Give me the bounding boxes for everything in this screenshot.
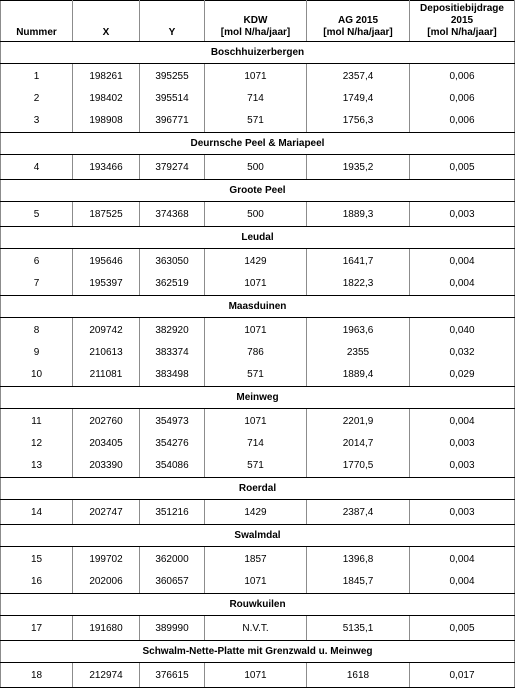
cell-kdw: 1071	[205, 318, 307, 343]
cell-y: 354276	[140, 433, 205, 455]
cell-depositiebijdrage: 0,003	[410, 455, 515, 478]
group-header-row	[1, 180, 515, 202]
cell-kdw: 1429	[205, 249, 307, 274]
cell-depositiebijdrage: 0,004	[410, 273, 515, 296]
column-header-title: AG 2015	[337, 15, 379, 26]
group-header-row	[1, 387, 515, 409]
column-header-title: KDW	[243, 15, 268, 26]
group-header-row	[1, 133, 515, 155]
cell-x: 198402	[73, 88, 140, 110]
cell-kdw: 1071	[205, 273, 307, 296]
cell-y: 395255	[140, 64, 205, 89]
cell-kdw: 786	[205, 342, 307, 364]
group-name: Swalmdal	[1, 525, 515, 547]
cell-ag-2015: 1935,2	[307, 155, 410, 180]
group-header-row	[1, 641, 515, 663]
cell-depositiebijdrage: 0,003	[410, 433, 515, 455]
cell-depositiebijdrage: 0,029	[410, 364, 515, 387]
cell-x: 191680	[73, 616, 140, 641]
cell-y: 395514	[140, 88, 205, 110]
cell-kdw: 714	[205, 433, 307, 455]
group-header-row	[1, 42, 515, 64]
cell-nummer: 2	[1, 88, 73, 110]
cell-y: 362000	[140, 547, 205, 572]
cell-kdw: 571	[205, 110, 307, 133]
cell-ag-2015: 1756,3	[307, 110, 410, 133]
table-row	[1, 409, 515, 434]
column-header-unit: [mol N/ha/jaar]	[427, 27, 497, 38]
column-header-ag-2015	[307, 1, 410, 42]
cell-x: 187525	[73, 202, 140, 227]
group-name: Leudal	[1, 227, 515, 249]
cell-depositiebijdrage: 0,032	[410, 342, 515, 364]
group-name: Boschhuizerbergen	[1, 42, 515, 64]
cell-y: 382920	[140, 318, 205, 343]
cell-depositiebijdrage: 0,017	[410, 663, 515, 688]
cell-nummer: 15	[1, 547, 73, 572]
cell-ag-2015: 1749,4	[307, 88, 410, 110]
column-header-title: Y	[168, 27, 176, 38]
cell-x: 202760	[73, 409, 140, 434]
table-row	[1, 364, 515, 387]
cell-nummer: 16	[1, 571, 73, 594]
cell-depositiebijdrage: 0,004	[410, 249, 515, 274]
table-header	[1, 1, 515, 42]
cell-x: 209742	[73, 318, 140, 343]
cell-kdw: 1071	[205, 64, 307, 89]
column-header-title: Nummer	[16, 27, 57, 38]
cell-kdw: N.V.T.	[205, 616, 307, 641]
cell-kdw: 1071	[205, 409, 307, 434]
table-row	[1, 318, 515, 343]
cell-ag-2015: 2201,9	[307, 409, 410, 434]
cell-y: 376615	[140, 663, 205, 688]
cell-depositiebijdrage: 0,003	[410, 202, 515, 227]
cell-nummer: 13	[1, 455, 73, 478]
header-row	[1, 1, 515, 42]
cell-ag-2015: 5135,1	[307, 616, 410, 641]
cell-y: 383374	[140, 342, 205, 364]
cell-ag-2015: 1822,3	[307, 273, 410, 296]
cell-nummer: 7	[1, 273, 73, 296]
cell-kdw: 571	[205, 455, 307, 478]
cell-y: 374368	[140, 202, 205, 227]
cell-depositiebijdrage: 0,005	[410, 616, 515, 641]
group-name: Meinweg	[1, 387, 515, 409]
cell-kdw: 1857	[205, 547, 307, 572]
table-row	[1, 616, 515, 641]
cell-depositiebijdrage: 0,006	[410, 110, 515, 133]
table-row	[1, 571, 515, 594]
cell-y: 379274	[140, 155, 205, 180]
cell-depositiebijdrage: 0,006	[410, 88, 515, 110]
cell-x: 203405	[73, 433, 140, 455]
table-row	[1, 663, 515, 688]
cell-ag-2015: 1963,6	[307, 318, 410, 343]
cell-ag-2015: 1641,7	[307, 249, 410, 274]
cell-nummer: 1	[1, 64, 73, 89]
cell-x: 211081	[73, 364, 140, 387]
cell-ag-2015: 1845,7	[307, 571, 410, 594]
cell-nummer: 8	[1, 318, 73, 343]
cell-nummer: 9	[1, 342, 73, 364]
column-header-depositiebijdrage-2015	[410, 1, 515, 42]
cell-kdw: 1071	[205, 663, 307, 688]
cell-x: 202006	[73, 571, 140, 594]
cell-x: 195397	[73, 273, 140, 296]
column-header-kdw	[205, 1, 307, 42]
cell-ag-2015: 2014,7	[307, 433, 410, 455]
column-header-title: Depositiebijdrage 2015	[420, 3, 504, 26]
cell-y: 354973	[140, 409, 205, 434]
cell-nummer: 10	[1, 364, 73, 387]
column-header-unit: [mol N/ha/jaar]	[220, 27, 291, 38]
cell-x: 198908	[73, 110, 140, 133]
table-row	[1, 88, 515, 110]
cell-y: 362519	[140, 273, 205, 296]
cell-nummer: 11	[1, 409, 73, 434]
table-row	[1, 249, 515, 274]
cell-nummer: 4	[1, 155, 73, 180]
cell-x: 212974	[73, 663, 140, 688]
cell-x: 210613	[73, 342, 140, 364]
group-name: Maasduinen	[1, 296, 515, 318]
column-header-y	[140, 1, 205, 42]
cell-ag-2015: 1618	[307, 663, 410, 688]
cell-kdw: 571	[205, 364, 307, 387]
cell-ag-2015: 1889,4	[307, 364, 410, 387]
cell-nummer: 5	[1, 202, 73, 227]
table-row	[1, 433, 515, 455]
cell-nummer: 12	[1, 433, 73, 455]
cell-y: 360657	[140, 571, 205, 594]
table-row	[1, 342, 515, 364]
table-row	[1, 110, 515, 133]
group-name: Groote Peel	[1, 180, 515, 202]
cell-y: 396771	[140, 110, 205, 133]
table-body	[1, 42, 515, 688]
cell-x: 199702	[73, 547, 140, 572]
cell-x: 202747	[73, 500, 140, 525]
table-row	[1, 64, 515, 89]
cell-kdw: 500	[205, 155, 307, 180]
cell-x: 195646	[73, 249, 140, 274]
column-header-title: X	[102, 27, 110, 38]
cell-y: 351216	[140, 500, 205, 525]
group-name: Roerdal	[1, 478, 515, 500]
group-header-row	[1, 594, 515, 616]
column-header-unit: [mol N/ha/jaar]	[323, 27, 393, 38]
cell-nummer: 17	[1, 616, 73, 641]
group-name: Schwalm-Nette-Platte mit Grenzwald u. Meinweg	[1, 641, 515, 663]
cell-x: 198261	[73, 64, 140, 89]
cell-ag-2015: 2387,4	[307, 500, 410, 525]
cell-ag-2015: 1770,5	[307, 455, 410, 478]
table-row	[1, 273, 515, 296]
cell-y: 354086	[140, 455, 205, 478]
cell-depositiebijdrage: 0,005	[410, 155, 515, 180]
group-header-row	[1, 296, 515, 318]
column-header-x	[73, 1, 140, 42]
group-name: Deurnsche Peel & Mariapeel	[1, 133, 515, 155]
cell-nummer: 14	[1, 500, 73, 525]
cell-nummer: 6	[1, 249, 73, 274]
cell-depositiebijdrage: 0,003	[410, 500, 515, 525]
cell-nummer: 3	[1, 110, 73, 133]
cell-kdw: 500	[205, 202, 307, 227]
group-header-row	[1, 525, 515, 547]
cell-x: 203390	[73, 455, 140, 478]
cell-kdw: 1071	[205, 571, 307, 594]
cell-nummer: 18	[1, 663, 73, 688]
group-name: Rouwkuilen	[1, 594, 515, 616]
cell-ag-2015: 2355	[307, 342, 410, 364]
group-header-row	[1, 227, 515, 249]
cell-y: 383498	[140, 364, 205, 387]
cell-depositiebijdrage: 0,004	[410, 409, 515, 434]
cell-y: 389990	[140, 616, 205, 641]
table-row	[1, 547, 515, 572]
cell-kdw: 714	[205, 88, 307, 110]
cell-depositiebijdrage: 0,004	[410, 547, 515, 572]
table-row	[1, 500, 515, 525]
cell-depositiebijdrage: 0,004	[410, 571, 515, 594]
cell-y: 363050	[140, 249, 205, 274]
cell-kdw: 1429	[205, 500, 307, 525]
group-header-row	[1, 478, 515, 500]
table-row	[1, 455, 515, 478]
column-header-nummer	[1, 1, 73, 42]
cell-depositiebijdrage: 0,040	[410, 318, 515, 343]
cell-depositiebijdrage: 0,006	[410, 64, 515, 89]
cell-ag-2015: 1396,8	[307, 547, 410, 572]
table-row	[1, 202, 515, 227]
cell-ag-2015: 2357,4	[307, 64, 410, 89]
table-row	[1, 155, 515, 180]
cell-ag-2015: 1889,3	[307, 202, 410, 227]
cell-x: 193466	[73, 155, 140, 180]
